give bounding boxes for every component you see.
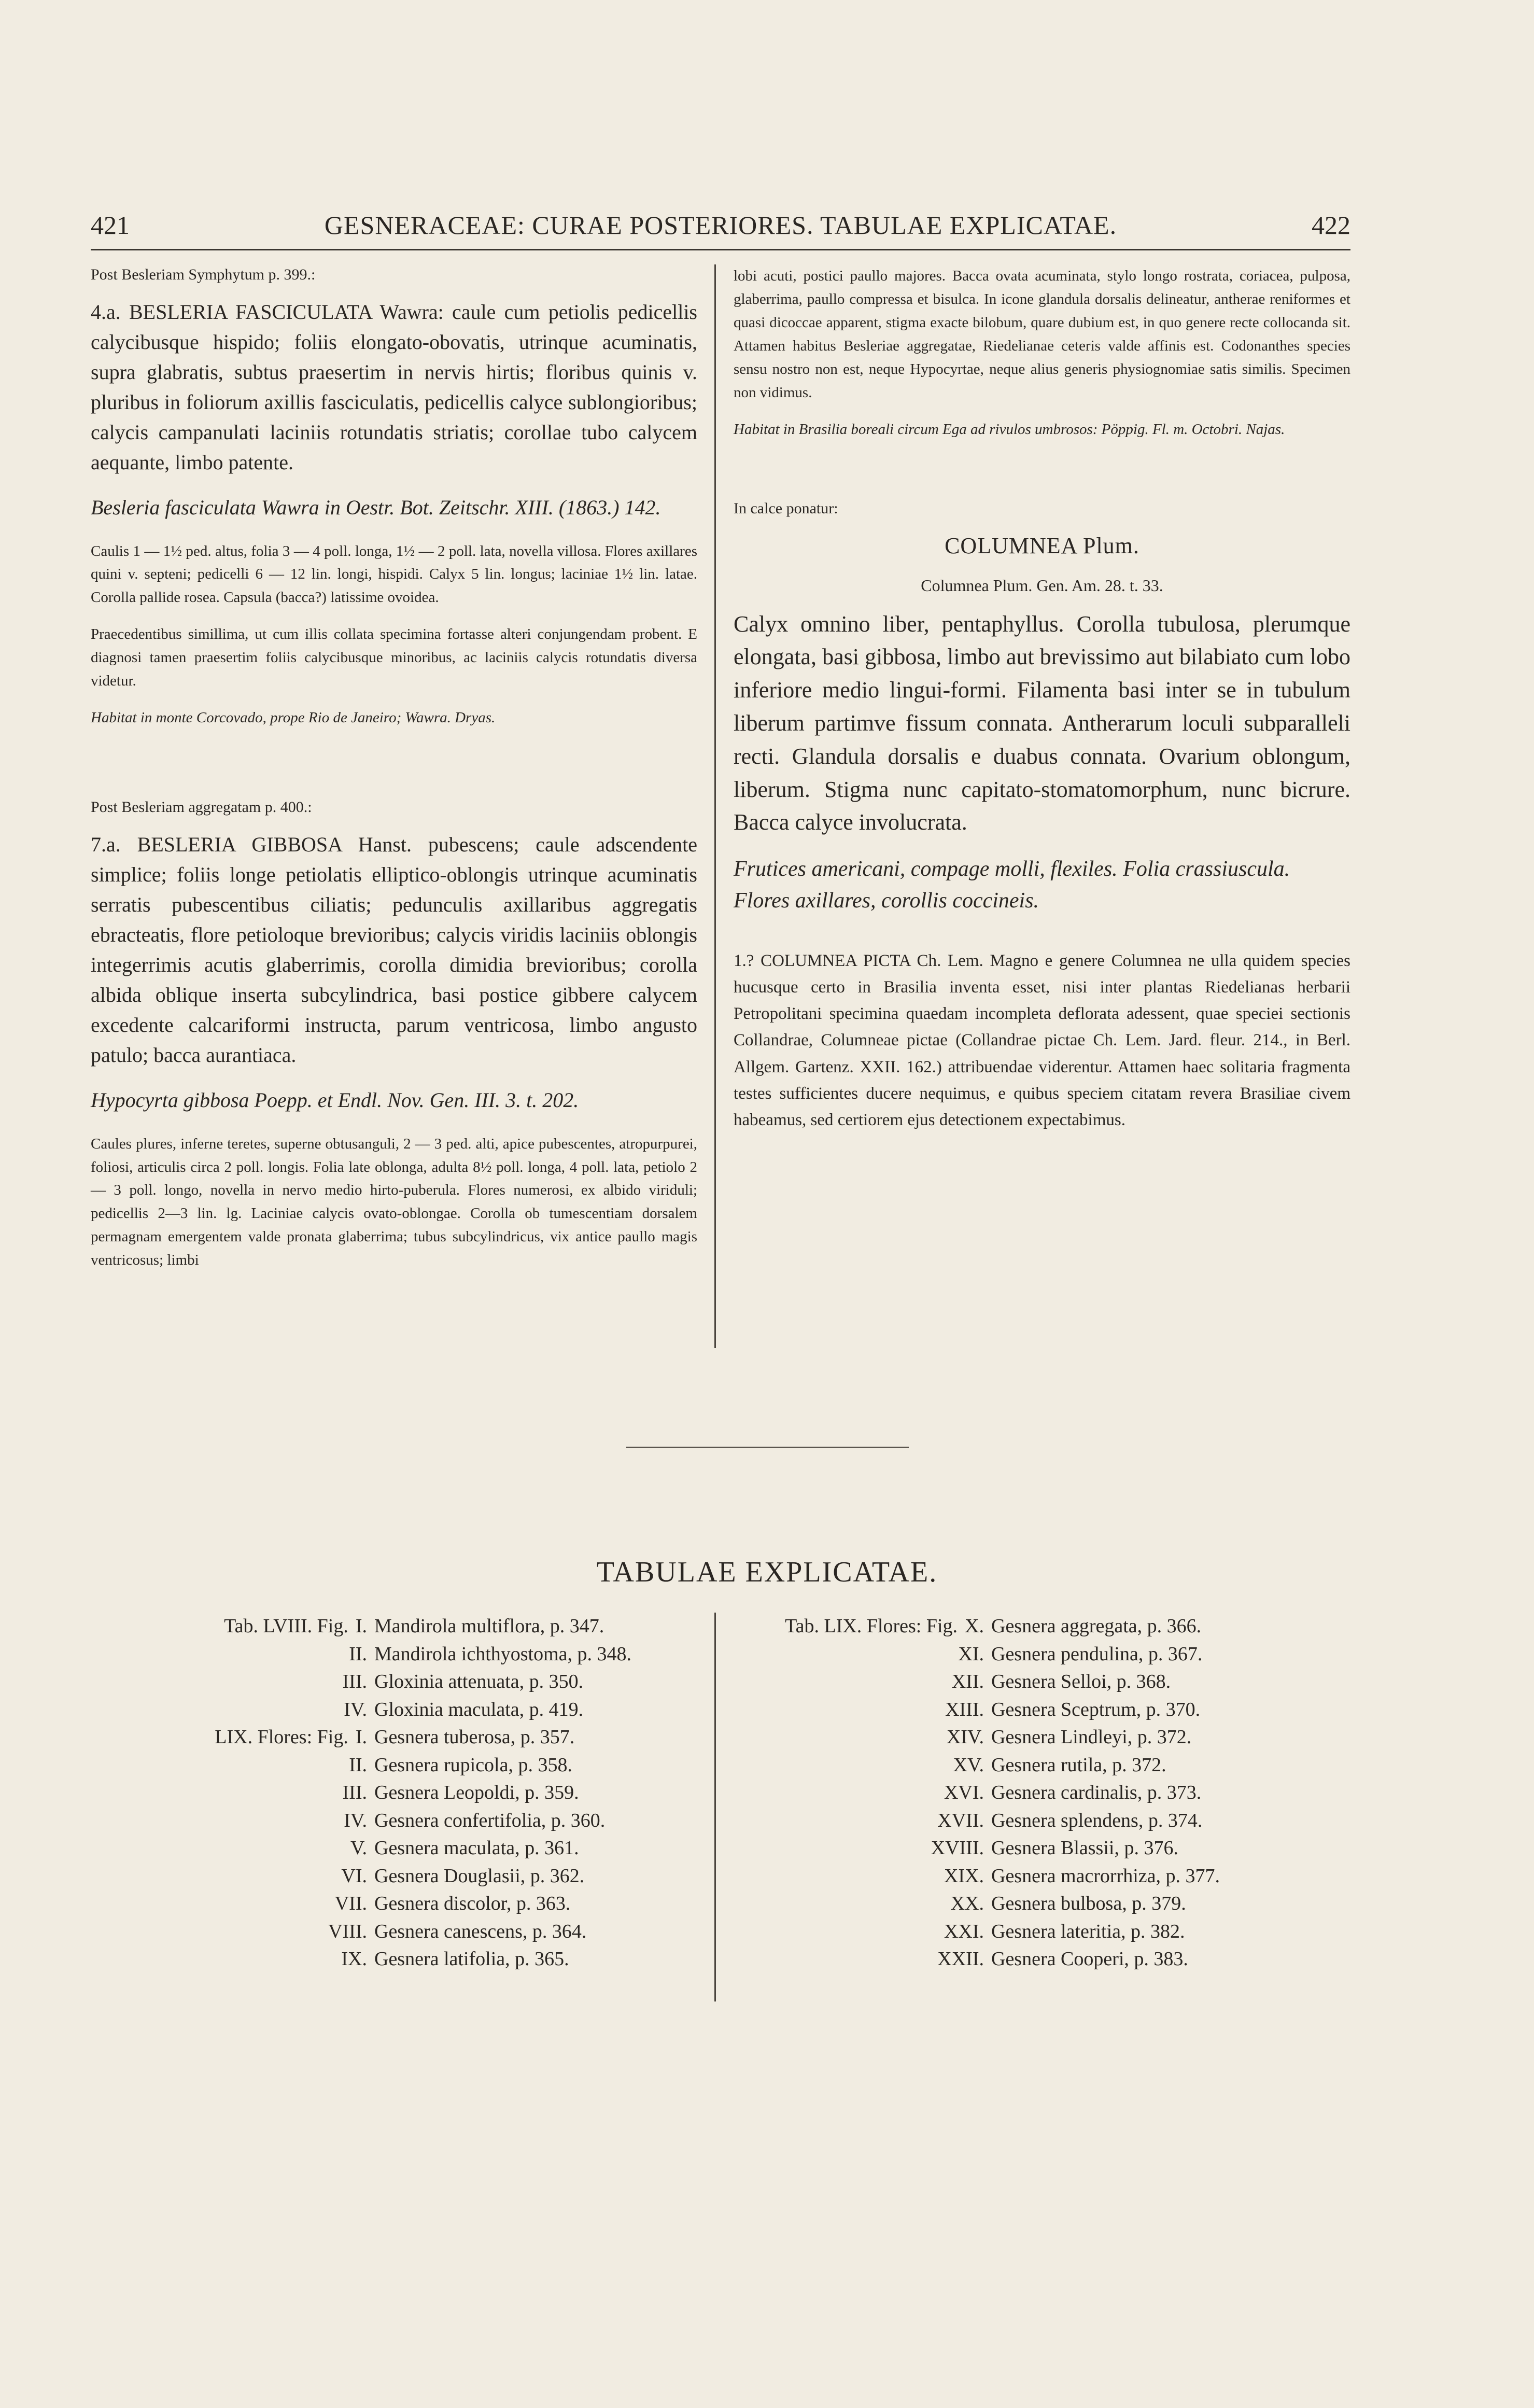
plate-caption: Gesnera Sceptrum, p. 370. <box>991 1698 1201 1720</box>
plate-row <box>98 1918 700 1946</box>
table-divider <box>714 1613 716 2001</box>
plate-caption: Gesnera aggregata, p. 366. <box>991 1615 1202 1637</box>
plate-caption: Gesnera macrorrhiza, p. 377. <box>991 1865 1220 1887</box>
figure-number: I. <box>355 1615 367 1637</box>
figure-number: XII. <box>951 1671 984 1692</box>
plate-caption: Gesnera splendens, p. 374. <box>991 1809 1203 1831</box>
running-head <box>91 210 1350 241</box>
plate-row <box>736 1945 1317 1973</box>
plate-row <box>736 1918 1317 1946</box>
plate-prefix: Tab. LIX. Flores: Fig. <box>785 1615 958 1637</box>
plate-row <box>98 1641 700 1669</box>
plate-row <box>736 1779 1317 1807</box>
plate-caption: Gesnera rupicola, p. 358. <box>374 1754 572 1776</box>
figure-number: II. <box>349 1643 367 1665</box>
plate-caption: Gesnera tuberosa, p. 357. <box>374 1726 575 1748</box>
figure-number: III. <box>342 1671 367 1692</box>
page-number-left: 421 <box>91 211 130 240</box>
figure-number: V. <box>350 1837 367 1859</box>
species-reference: Besleria fasciculata Wawra in Oestr. Bot. Zeitschr. XIII. (1863.) 142. <box>91 495 661 519</box>
figure-number: XV. <box>953 1754 984 1776</box>
genus-characters: Calyx omnino liber, pentaphyllus. Corolla tubulosa, plerumque elongata, basi gibbosa, limbo aut brevissimo aut bilabiato cum lobo inferiore medio lingui-formi. Filamenta basi inter se in tubulum liberum partimve fissum connata. Antherarum loculi subparalleli recti. Glandula dorsalis e duabus connata. Ovarium oblongum, liberum. Stigma nunc capitato-stomatomorphum, nunc bicrure. Bacca calyce involucrata. <box>734 611 1350 835</box>
description-continuation: lobi acuti, postici paullo majores. Bacca ovata acuminata, stylo longo rostrata, coriacea, pulposa, glaberrima, paullo compressa et bisulca. In icone glandula dorsalis delineatur, antherae reniformes et quasi dicoccae apparent, stigma exacte bilobum, quare dubium est, in quo genere recte collocanda sit. Attamen habitus Besleriae aggregatae, Riedelianae ceteris valde affinis est. Codonanthes species sensu nostro non est, neque Hypocyrtae, neque alius generis physiognomiae satis similis. Specimen non vidimus. <box>734 268 1350 401</box>
plate-row <box>98 1668 700 1696</box>
header-rule <box>91 249 1350 250</box>
figure-number: X. <box>965 1615 984 1637</box>
figure-number: XIV. <box>946 1726 984 1748</box>
section-lead: In calce ponatur: <box>734 499 838 517</box>
plate-caption: Gesnera rutila, p. 372. <box>991 1754 1166 1776</box>
figure-number: XXI. <box>944 1920 984 1942</box>
species-habitat: Habitat in monte Corcovado, prope Rio de Janeiro; Wawra. Dryas. <box>91 709 496 726</box>
plate-caption: Gesnera Douglasii, p. 362. <box>374 1865 585 1887</box>
species-diagnosis: 4.a. BESLERIA FASCICULATA Wawra: caule cum petiolis pedicellis calycibusque hispido; foliis elongato-obovatis, utrinque acuminatis, supra glabratis, subtus praesertim in nervis hirtis; floribus quinis v. pluribus in foliorum axillis fasciculatis, pedicellis calyce sublongioribus; calycis campanulati laciniis rotundatis striatis; corollae tubo calycem aequante, limbo patente. <box>91 300 697 474</box>
plates-list-right <box>736 1613 1317 1973</box>
plate-caption: Gesnera cardinalis, p. 373. <box>991 1782 1202 1803</box>
plate-caption: Mandirola multiflora, p. 347. <box>374 1615 604 1637</box>
species-habitat: Habitat in Brasilia boreali circum Ega ad rivulos umbrosos: Pöppig. Fl. m. Octobri. Najas. <box>734 421 1285 438</box>
column-divider <box>714 264 716 1348</box>
plate-row <box>98 1696 700 1724</box>
plate-caption: Gesnera Cooperi, p. 383. <box>991 1948 1188 1970</box>
figure-number: VII. <box>334 1893 367 1914</box>
plate-caption: Gesnera latifolia, p. 365. <box>374 1948 569 1970</box>
figure-number: XIX. <box>944 1865 984 1887</box>
plate-row <box>98 1945 700 1973</box>
plate-caption: Gesnera confertifolia, p. 360. <box>374 1809 606 1831</box>
species-description: Caules plures, inferne teretes, superne obtusanguli, 2 — 3 ped. alti, apice pubescentes, atropurpurei, foliosi, articulis circa 2 poll. longis. Folia late oblonga, adulta 8½ poll. longa, 4 poll. lata, petiolo 2 — 3 poll. longo, novella in nervo medio hirto-puberula. Flores numerosi, ex albido viriduli; pedicellis 2—3 lin. lg. Laciniae calycis ovato-oblongae. Corolla ob tumescentiam dorsalem permagnam emergentem valde pronata glaberrima; tubus subcylindricus, vix antice paullo magis ventricosus; limbi <box>91 1135 697 1269</box>
plate-caption: Gesnera Blassii, p. 376. <box>991 1837 1178 1859</box>
figure-number: XIII. <box>945 1698 984 1720</box>
plate-row <box>98 1613 700 1641</box>
plate-row <box>98 1835 700 1863</box>
plate-caption: Gloxinia attenuata, p. 350. <box>374 1671 584 1692</box>
plate-caption: Gesnera maculata, p. 361. <box>374 1837 579 1859</box>
tabulae-title: TABULAE EXPLICATAE. <box>596 1556 938 1588</box>
plate-row <box>736 1835 1317 1863</box>
species-diagnosis: 7.a. BESLERIA GIBBOSA Hanst. pubescens; caule adscendente simplice; foliis longe petiolatis elliptico-oblongis utrinque acuminatis serratis pubescentibus ciliatis; pedunculis axillaribus aggregatis ebracteatis, flore petioloque brevioribus; calycis viridis laciniis oblongis integerrimis acutis glaberrimis, corolla dimidia brevioribus; corolla albida oblique inserta subcylindrica, basi postice gibbere calycem excedente calcariformi instructa, parum ventricosa, limbo angusto patulo; bacca aurantiaca. <box>91 832 697 1067</box>
plate-caption: Gesnera bulbosa, p. 379. <box>991 1893 1186 1914</box>
plate-caption: Gesnera Leopoldi, p. 359. <box>374 1782 579 1803</box>
figure-number: XVIII. <box>931 1837 984 1859</box>
plate-caption: Mandirola ichthyostoma, p. 348. <box>374 1643 632 1665</box>
figure-number: IX. <box>341 1948 367 1970</box>
running-head-title: GESNERACEAE: CURAE POSTERIORES. TABULAE EXPLICATAE. <box>324 211 1117 240</box>
genus-title: COLUMNEA Plum. <box>945 533 1139 559</box>
figure-number: VI. <box>341 1865 367 1887</box>
figure-number: VIII. <box>328 1920 367 1942</box>
plate-row <box>736 1696 1317 1724</box>
plate-caption: Gesnera Selloi, p. 368. <box>991 1671 1171 1692</box>
plate-row <box>98 1807 700 1835</box>
section-lead: Post Besleriam Symphytum p. 399.: <box>91 266 316 283</box>
figure-number: XXII. <box>937 1948 984 1970</box>
figure-number: XVII. <box>937 1809 984 1831</box>
plate-row <box>98 1779 700 1807</box>
species-reference: Hypocyrta gibbosa Poepp. et Endl. Nov. Gen. III. 3. t. 202. <box>91 1088 579 1112</box>
figure-number: III. <box>342 1782 367 1803</box>
figure-number: XX. <box>950 1893 984 1914</box>
plate-caption: Gesnera Lindleyi, p. 372. <box>991 1726 1192 1748</box>
plate-caption: Gesnera discolor, p. 363. <box>374 1893 571 1914</box>
plate-row <box>736 1752 1317 1780</box>
plate-caption: Gesnera canescens, p. 364. <box>374 1920 587 1942</box>
plate-prefix: Tab. LVIII. Fig. <box>224 1615 348 1637</box>
plate-caption: Gesnera pendulina, p. 367. <box>991 1643 1203 1665</box>
species-note: Praecedentibus simillima, ut cum illis collata specimina fortasse alteri conjungendam probent. E diagnosi tamen praesertim foliis calycibusque minoribus, ac laciniis calycis rotundatis diversa videtur. <box>91 626 697 690</box>
genus-reference: Columnea Plum. Gen. Am. 28. t. 33. <box>921 576 1163 595</box>
genus-note: Frutices americani, compage molli, flexiles. Folia crassiuscula. Flores axillares, corollis coccineis. <box>734 857 1290 913</box>
plate-row <box>98 1890 700 1918</box>
page-number-right: 422 <box>1312 211 1350 240</box>
figure-number: IV. <box>344 1809 367 1831</box>
section-lead: Post Besleriam aggregatam p. 400.: <box>91 799 312 816</box>
plate-row <box>98 1724 700 1752</box>
plate-row <box>98 1752 700 1780</box>
plate-caption: Gesnera lateritia, p. 382. <box>991 1920 1185 1942</box>
plate-row <box>736 1641 1317 1669</box>
figure-number: IV. <box>344 1698 367 1720</box>
section-rule <box>626 1447 909 1448</box>
plate-row <box>736 1613 1317 1641</box>
plate-row <box>736 1724 1317 1752</box>
plate-row <box>736 1863 1317 1891</box>
species-entry: 1.? COLUMNEA PICTA Ch. Lem. Magno e genere Columnea ne ulla quidem species hucusque certo in Brasilia inventa esset, nisi inter plantas Riedelianas herbarii Petropolitani specimina quaedam incompleta deflorata adessent, quae speciei sectionis Collandrae, Columneae pictae (Collandrae pictae Ch. Lem. Jard. fleur. 214., in Berl. Allgem. Gartenz. XXII. 162.) attribuendae viderentur. Attamen haec solitaria fragmenta testes sufficientes ducere nequimus, e quibus speciem citatam revera Brasiliae civem habeamus, sed certiorem ejus detectionem expectabimus. <box>734 951 1350 1129</box>
plate-row <box>736 1807 1317 1835</box>
plate-caption: Gloxinia maculata, p. 419. <box>374 1698 584 1720</box>
plate-row <box>98 1863 700 1891</box>
species-description: Caulis 1 — 1½ ped. altus, folia 3 — 4 poll. longa, 1½ — 2 poll. lata, novella villosa. Flores axillares quini v. septeni; pedicelli 6 — 12 lin. longi, hispidi. Calyx 5 lin. longus; laciniae 1½ lin. latae. Corolla pallide rosea. Capsula (bacca?) latissime ovoidea. <box>91 542 697 606</box>
plate-row <box>736 1890 1317 1918</box>
left-column <box>91 264 697 1285</box>
plate-row <box>736 1668 1317 1696</box>
figure-number: I. <box>355 1726 367 1748</box>
plate-prefix: LIX. Flores: Fig. <box>215 1726 348 1748</box>
figure-number: XI. <box>958 1643 984 1665</box>
figure-number: XVI. <box>944 1782 984 1803</box>
figure-number: II. <box>349 1754 367 1776</box>
plates-list-left <box>98 1613 700 1973</box>
right-column <box>734 264 1350 1151</box>
